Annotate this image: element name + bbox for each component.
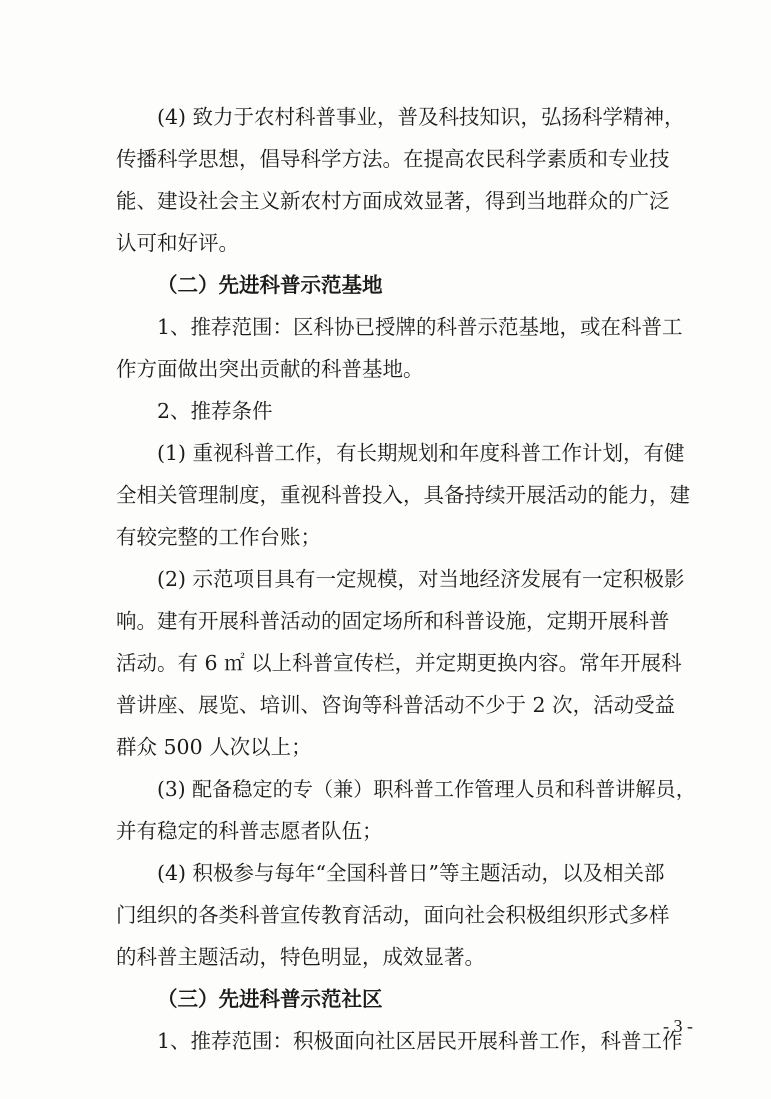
paragraph — [116, 432, 696, 558]
text-line: 全相关管理制度，重视科普投入，具备持续开展活动的能力，建 — [116, 483, 690, 507]
text-line: 作方面做出突出贡献的科普基地。 — [116, 357, 424, 381]
text-line: (4) 积极参与每年“全国科普日”等主题活动，以及相关部 — [157, 861, 665, 885]
text-line: 普讲座、展览、培训、咨询等科普活动不少于 2 次，活动受益 — [116, 693, 676, 717]
paragraph — [116, 852, 696, 978]
paragraph — [116, 306, 696, 390]
section-heading: （三）先进科普示范社区 — [157, 987, 383, 1011]
text-line: 的科普主题活动，特色明显，成效显著。 — [116, 945, 485, 969]
paragraph — [116, 1020, 696, 1062]
text-line: (4) 致力于农村科普事业，普及科技知识，弘扬科学精神， — [157, 105, 685, 129]
text-line: 认可和好评。 — [116, 231, 239, 255]
text-line: (3) 配备稳定的专（兼）职科普工作管理人员和科普讲解员， — [157, 777, 696, 801]
text-line: 1、推荐范围：积极面向社区居民开展科普工作，科普工作 — [157, 1029, 683, 1053]
text-line: 并有稳定的科普志愿者队伍； — [116, 819, 383, 843]
text-line: 群众 500 人次以上； — [116, 735, 312, 759]
text-line: 门组织的各类科普宣传教育活动，面向社会积极组织形式多样 — [116, 903, 670, 927]
section-heading: （二）先进科普示范基地 — [157, 273, 383, 297]
page-number: - 3 - — [663, 1016, 693, 1036]
paragraph — [116, 768, 696, 852]
paragraph — [116, 96, 696, 264]
text-line: 1、推荐范围：区科协已授牌的科普示范基地，或在科普工 — [157, 315, 683, 339]
text-line: 活动。有 6 ㎡ 以上科普宣传栏，并定期更换内容。常年开展科 — [116, 651, 682, 675]
text-line: 有较完整的工作台账； — [116, 525, 321, 549]
text-line: 能、建设社会主义新农村方面成效显著，得到当地群众的广泛 — [116, 189, 670, 213]
paragraph — [116, 390, 696, 432]
text-line: 2、推荐条件 — [157, 399, 273, 423]
text-line: 响。建有开展科普活动的固定场所和科普设施，定期开展科普 — [116, 609, 670, 633]
text-line: (1) 重视科普工作，有长期规划和年度科普工作计划，有健 — [157, 441, 685, 465]
document-body — [116, 96, 696, 1062]
text-line: (2) 示范项目具有一定规模，对当地经济发展有一定积极影 — [157, 567, 685, 591]
text-line: 传播科学思想，倡导科学方法。在提高农民科学素质和专业技 — [116, 147, 670, 171]
paragraph — [116, 558, 696, 768]
